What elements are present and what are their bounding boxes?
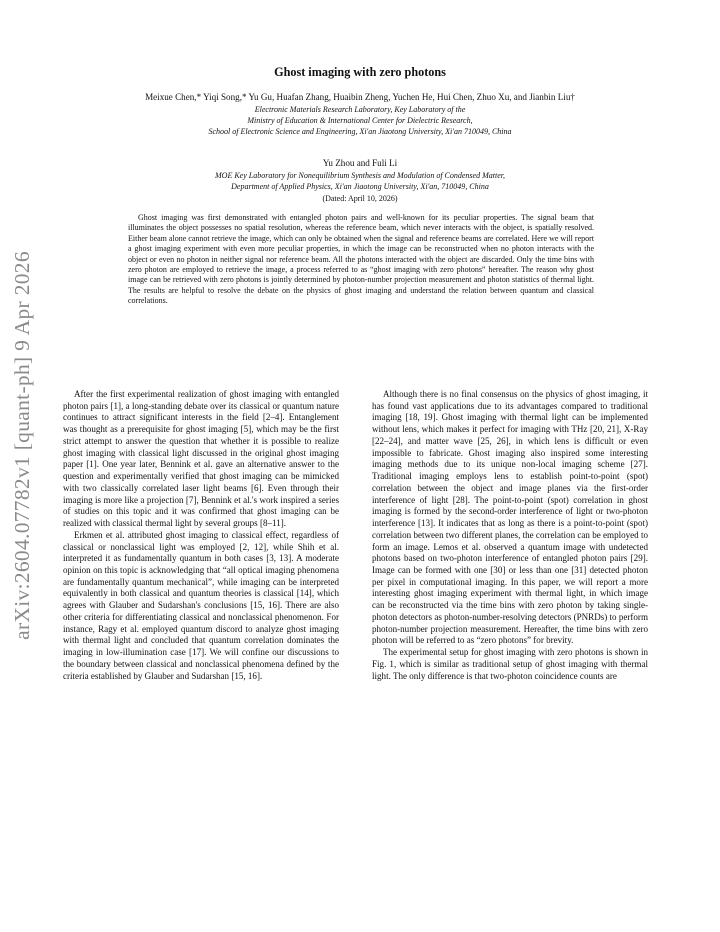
body-column-left [63, 389, 339, 682]
affiliation-line: MOE Key Laboratory for Nonequilibrium Synthesis and Modulation of Condensed Matter, [215, 171, 505, 180]
affiliation-line: School of Electronic Science and Engineering, Xi'an Jiaotong University, Xi'an 710049, China [208, 126, 512, 136]
arxiv-identifier-text: arXiv:2604.07782v1 [quant-ph] 9 Apr 2026 [9, 250, 34, 640]
author-list-secondary: Yu Zhou and Fuli Li [322, 158, 398, 168]
body-paragraph: Although there is no final consensus on the physics of ghost imaging, it has found vast applications due to its advantages compared to traditional imaging [18, 19]. Ghost imaging with thermal light can be implemented without lens, which makes it perfect for imaging with THz [20, 21], X-Ray [22–24], and matter wave [25, 26], in which lens is difficult or even impossible to fabricate. Ghost imaging also inspired some interesting imaging methods due to its unique non-local imaging scheme [27]. Traditional imaging employs lens to establish point-to-point (spot) correlation between the object and image planes via the first-order interference of light [28]. The point-to-point (spot) correlation in ghost imaging is formed by the second-order interference of light or two-photon interference [13]. It indicates that as long as there is a point-to-point (spot) correlation between two different planes, the correlation can be employed to form an image. Lemos et al. observed a quantum image with undetected photons based on two-photon interference of entangled photon pairs [29]. Image can be formed with one [30] or less than one [31] detected photon per pixel in computational imaging. In this paper, we will report a more interesting ghost imaging experiment with thermal light, in which image can be reconstructed via the time bins with zero photon by taking single-photon detectors as photon-number-resolving detectors (PNRDs) to perform photon-number projection measurement. Hereafter, the time bins with zero photon will be referred to as “zero photons” for brevity. [372, 389, 648, 646]
affiliation-line: Electronic Materials Research Laboratory, Key Laboratory of the [254, 105, 466, 114]
author-list-primary: Meixue Chen,* Yiqi Song,* Yu Gu, Huafan Zhang, Huaibin Zheng, Yuchen He, Hui Chen, Zhuo Xu, and Jianbin Liu† [145, 92, 575, 102]
body-paragraph: Erkmen et al. attributed ghost imaging to classical effect, regardless of classical or nonclassical light was employed [2, 12], while Shih et al. interpreted it as fundamentally quantum in both cases [3, 13]. A moderate opinion on this topic is acknowledging that “all optical imaging phenomena are fundamentally quantum mechanical”, while imaging can be interpreted equivalently in both classical and quantum theories is classical [14], which agrees with Glauber and Sudarshan's conclusions [15, 16]. There are also other criteria for differentiating classical and nonclassical phenomenon. For instance, Ragy et al. employed quantum discord to analyze ghost imaging with thermal light and concluded that quantum correlation dominates the imaging in low-illumination case [17]. We will confine our discussions to the boundary between classical and nonclassical phenomena defined by the criteria established by Glauber and Sudarshan [15, 16]. [63, 529, 339, 681]
affiliation-line: Department of Applied Physics, Xi'an Jiaotong University, Xi'an, 710049, China [231, 181, 489, 191]
arxiv-identifier-stamp [2, 210, 42, 680]
body-paragraph: After the first experimental realization of ghost imaging with entangled photon pairs [1], a long-standing debate over its classical or quantum nature continues to attract significant interests in the field [2–4]. Entanglement was thought as a prerequisite for ghost imaging [5], which may be the first strict attempt to answer the question that whether it is possible to realize ghost imaging with classical light discussed in the original ghost imaging paper [1]. One year later, Bennink et al. gave an alternative answer to the question and experimentally verified that ghost imaging can be mimicked with two classically correlated laser light beams [6]. Even through their imaging is more like a projection [7], Bennink et al.'s work inspired a series of studies on this topic and it was confirmed that ghost imaging can be realized with classical thermal light by several groups [8–11]. [63, 389, 339, 529]
abstract: Ghost imaging was first demonstrated with entangled photon pairs and well-known for its peculiar properties. The signal beam that illuminates the object possesses no spatial resolution, whereas the reference beam, which never interacts with the object, is spatially resolved. Either beam alone cannot retrieve the image, which can only be obtained when the signal and reference beams are correlated. Here we will report a ghost imaging experiment with even more peculiar properties, in which the image can be reconstructed when no photon interacts with the object or even no photon in neither signal nor reference beam. All the photons interacted with the object are discarded. Only the time bins with zero photon are employed to retrieve the image, a process referred to as “ghost imaging with zero photons” hereafter. The reason why ghost image can be retrieved with zero photons is jointly determined by photon-number projection measurement and photon statistics of thermal light. The results are helpful to resolve the debate on the physics of ghost imaging and understand the relation between quantum and classical correlations. [128, 213, 594, 306]
affiliation-line: Ministry of Education & International Center for Dielectric Research, [247, 115, 473, 125]
date-line: (Dated: April 10, 2026) [322, 194, 398, 203]
affiliation-primary [40, 105, 680, 137]
paper-title: Ghost imaging with zero photons [274, 65, 446, 79]
body-paragraph: The experimental setup for ghost imaging with zero photons is shown in Fig. 1, which is similar as traditional setup of ghost imaging with thermal light. The only difference is that two-photon coincidence counts are [372, 647, 648, 681]
body-column-right [372, 389, 648, 682]
affiliation-secondary [40, 171, 680, 193]
